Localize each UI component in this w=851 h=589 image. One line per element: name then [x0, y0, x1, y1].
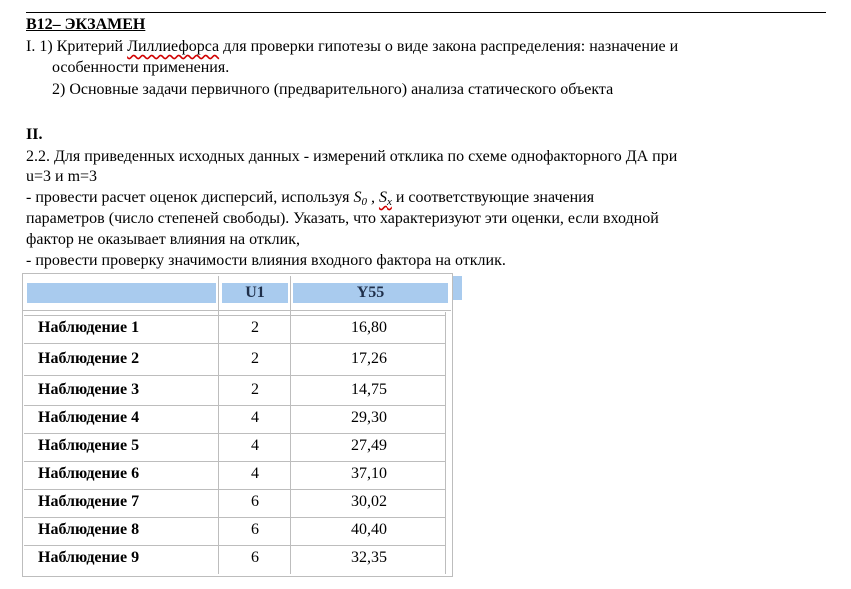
- task-line3: [26, 188, 594, 207]
- row-3-u1: 2: [251, 381, 259, 398]
- col-divider-2: [290, 276, 291, 574]
- row-7-name: Наблюдение 7: [38, 493, 140, 510]
- row-rule-2: [24, 375, 446, 376]
- row-7-u1: 6: [251, 493, 259, 510]
- task-line3-pre: - провести расчет оценок дисперсий, используя: [26, 189, 354, 206]
- part1-line3: 2) Основные задачи первичного (предварительного) анализа статического объекта: [52, 81, 614, 98]
- task-line2: u=3 и m=3: [26, 168, 98, 185]
- symbol-s0-base: S: [353, 189, 362, 206]
- row-1-name: Наблюдение 1: [38, 319, 140, 336]
- header-bottom-rule: [22, 310, 451, 311]
- row-6-name: Наблюдение 6: [38, 465, 140, 482]
- top-rule: [26, 12, 826, 13]
- task-line3-post: и соответствующие значения: [391, 189, 595, 206]
- row-2-name: Наблюдение 2: [38, 350, 140, 367]
- header-y55: Y55: [356, 284, 385, 301]
- symbol-s0: [353, 189, 367, 206]
- header-u1: U1: [245, 284, 265, 301]
- row-2-y55: 17,26: [351, 350, 387, 367]
- row-1-u1: 2: [251, 319, 259, 336]
- row-9-u1: 6: [251, 549, 259, 566]
- part1-line1-pre: I. 1) Критерий: [26, 38, 128, 55]
- row-3-y55: 14,75: [351, 381, 387, 398]
- doc-title: В12– ЭКЗАМЕН: [26, 16, 146, 33]
- task-line6: - провести проверку значимости влияния входного фактора на отклик.: [26, 252, 506, 269]
- row-1-y55: 16,80: [351, 319, 387, 336]
- symbol-sx-sub: x: [386, 196, 392, 208]
- row-3-name: Наблюдение 3: [38, 381, 140, 398]
- row-8-u1: 6: [251, 521, 259, 538]
- col-divider-1: [218, 276, 219, 574]
- row-8-y55: 40,40: [351, 521, 387, 538]
- row-5-y55: 27,49: [351, 437, 387, 454]
- task-line1: 2.2. Для приведенных исходных данных - измерений отклика по схеме однофакторного ДА при: [26, 148, 678, 165]
- header-overflow-tab: [453, 276, 462, 300]
- col-divider-3: [445, 312, 446, 574]
- task-line5: фактор не оказывает влияния на отклик,: [26, 231, 300, 248]
- row-4-u1: 4: [251, 409, 259, 426]
- part1-line2: особенности применения.: [52, 59, 230, 76]
- part2-heading: II.: [26, 126, 43, 143]
- row-4-y55: 29,30: [351, 409, 387, 426]
- row-6-u1: 4: [251, 465, 259, 482]
- row-4-name: Наблюдение 4: [38, 409, 140, 426]
- header-cell-blank: [27, 283, 216, 303]
- part1-line1-post: для проверки гипотезы о виде закона распределения: назначение и: [219, 38, 679, 55]
- row-5-u1: 4: [251, 437, 259, 454]
- row-rule-1: [24, 343, 446, 344]
- row-9-name: Наблюдение 9: [38, 549, 140, 566]
- row-5-name: Наблюдение 5: [38, 437, 140, 454]
- row-8-name: Наблюдение 8: [38, 521, 140, 538]
- row-2-u1: 2: [251, 350, 259, 367]
- symbol-sep: ,: [366, 189, 379, 206]
- row-9-y55: 32,35: [351, 549, 387, 566]
- spell-word-lilliefors: Лиллиефорса: [127, 38, 220, 55]
- symbol-sx: [379, 189, 392, 206]
- symbol-s0-sub: 0: [361, 196, 367, 208]
- row-6-y55: 37,10: [351, 465, 387, 482]
- task-line4: параметров (число степеней свободы). Указать, что характеризуют эти оценки, если входной: [26, 210, 659, 227]
- symbol-sx-base: S: [378, 189, 387, 206]
- part1-line1: [26, 37, 678, 56]
- row-7-y55: 30,02: [351, 493, 387, 510]
